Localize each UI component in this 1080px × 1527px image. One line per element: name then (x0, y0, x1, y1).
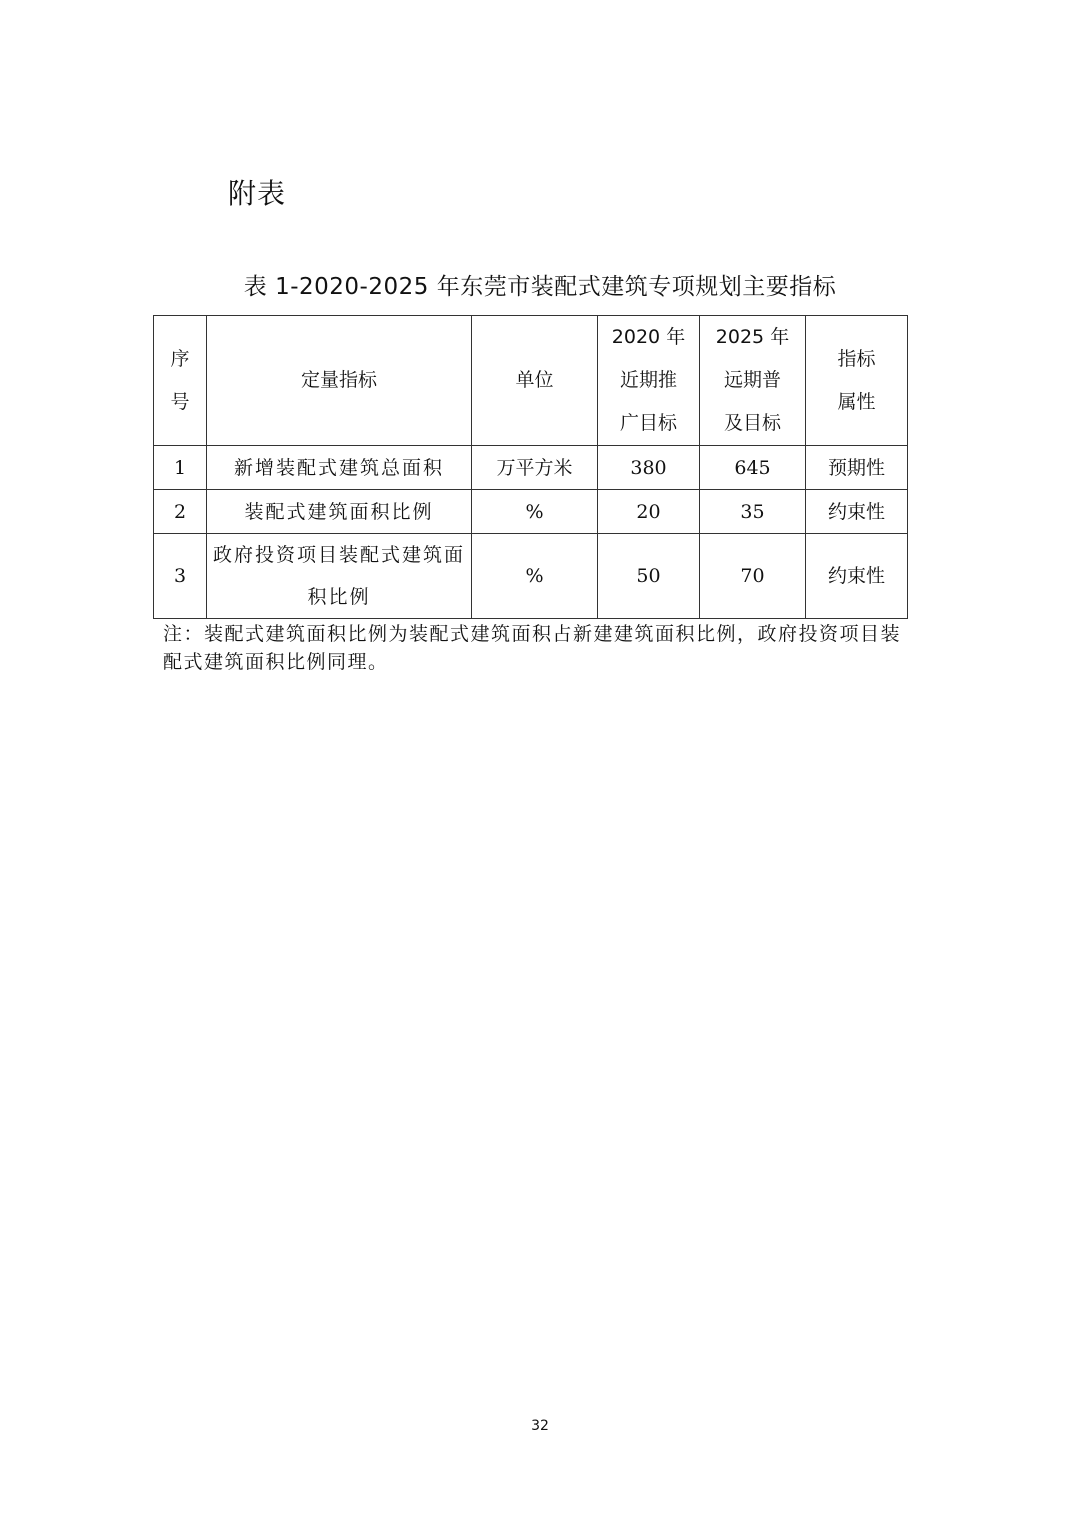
cell-unit: % (472, 534, 598, 619)
cell-indicator: 装配式建筑面积比例 (207, 490, 472, 534)
cell-attribute: 约束性 (806, 490, 908, 534)
table-row (154, 490, 908, 534)
indicators-table (153, 315, 908, 619)
cell-target-2020: 380 (598, 446, 700, 490)
cell-target-2020: 20 (598, 490, 700, 534)
header-target-2025: 2025 年 远期普 及目标 (700, 316, 806, 446)
cell-seq: 2 (154, 490, 207, 534)
table-header-row (154, 316, 908, 446)
header-attribute: 指标 属性 (806, 316, 908, 446)
cell-target-2025: 645 (700, 446, 806, 490)
table-row (154, 534, 908, 619)
table-note: 注：装配式建筑面积比例为装配式建筑面积占新建建筑面积比例，政府投资项目装配式建筑面积比例同理。 (163, 623, 902, 673)
cell-seq: 1 (154, 446, 207, 490)
cell-seq: 3 (154, 534, 207, 619)
cell-attribute: 预期性 (806, 446, 908, 490)
cell-unit: % (472, 490, 598, 534)
cell-target-2025: 35 (700, 490, 806, 534)
cell-target-2025: 70 (700, 534, 806, 619)
header-indicator: 定量指标 (207, 316, 472, 446)
cell-indicator: 政府投资项目装配式建筑面积比例 (207, 534, 472, 619)
table-row (154, 446, 908, 490)
cell-attribute: 约束性 (806, 534, 908, 619)
table-caption: 表 1-2020-2025 年东莞市装配式建筑专项规划主要指标 (243, 274, 837, 300)
page-number: 32 (531, 1418, 549, 1434)
cell-target-2020: 50 (598, 534, 700, 619)
header-unit: 单位 (472, 316, 598, 446)
cell-unit: 万平方米 (472, 446, 598, 490)
header-seq: 序 号 (154, 316, 207, 446)
appendix-heading: 附表 (228, 177, 287, 210)
cell-indicator: 新增装配式建筑总面积 (207, 446, 472, 490)
header-target-2020: 2020 年 近期推 广目标 (598, 316, 700, 446)
